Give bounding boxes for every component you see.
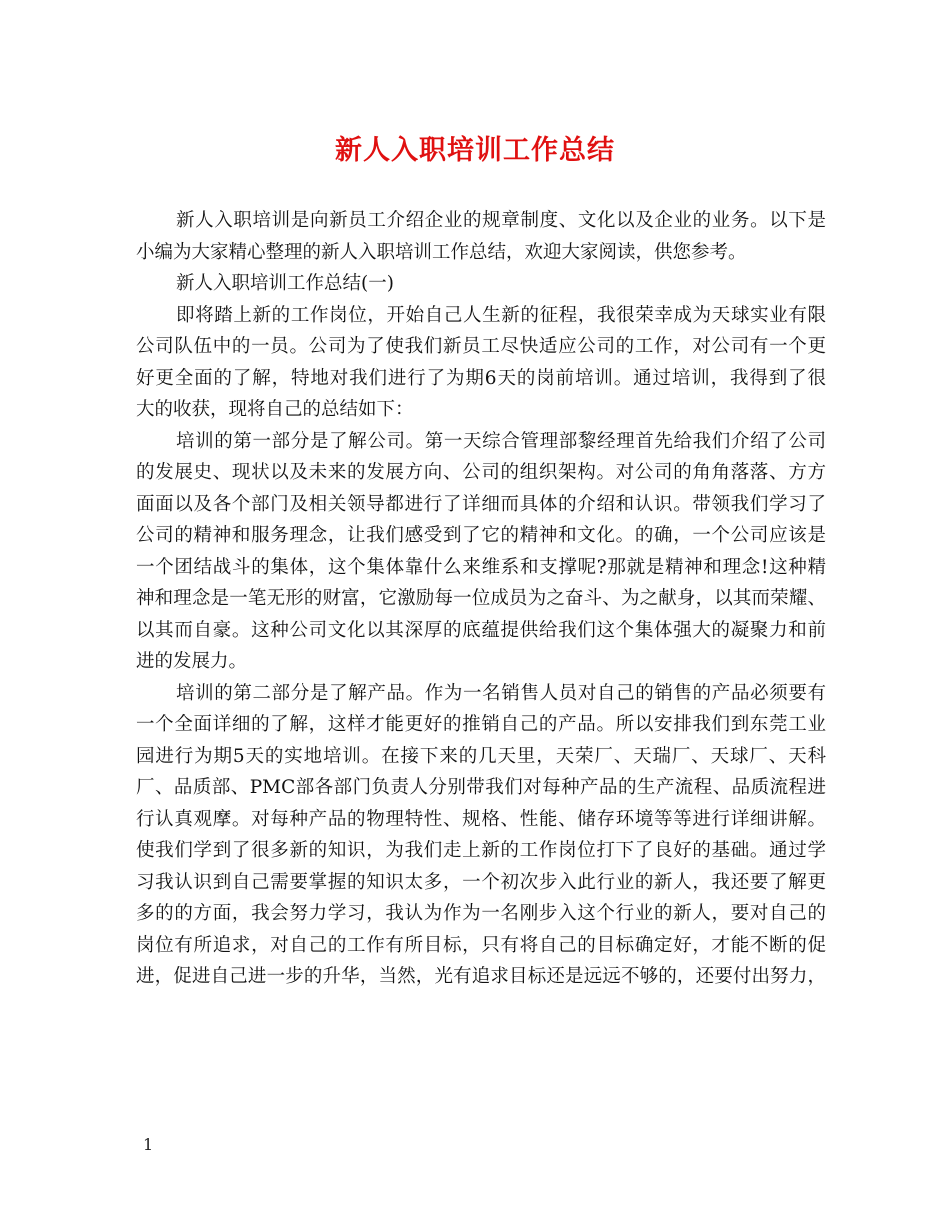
text-line: 面面以及各个部门及相关领导都进行了详细而具体的介绍和认识。带领我们学习了 xyxy=(136,493,826,515)
text-line: 一个团结战斗的集体，这个集体靠什么来维系和支撑呢?那就是精神和理念!这种精 xyxy=(136,556,826,578)
text-line: 公司的精神和服务理念，让我们感受到了它的精神和文化。的确，一个公司应该是 xyxy=(136,525,826,546)
text-line: 厂、品质部、PMC部各部门负责人分别带我们对每种产品的生产流程、品质流程进 xyxy=(136,777,826,798)
text-line: 神和理念是一笔无形的财富，它激励每一位成员为之奋斗、为之献身，以其而荣耀、 xyxy=(136,588,826,609)
text-line: 的发展史、现状以及未来的发展方向、公司的组织架构。对公司的角角落落、方方 xyxy=(136,462,826,483)
text-line: 使我们学到了很多新的知识，为我们走上新的工作岗位打下了良好的基础。通过学 xyxy=(136,840,826,861)
text-line: 习我认识到自己需要掌握的知识太多，一个初次步入此行业的新人，我还要了解更 xyxy=(136,871,826,893)
text-line: 一个全面详细的了解，这样才能更好的推销自己的产品。所以安排我们到东莞工业 xyxy=(136,714,826,735)
text-line: 即将踏上新的工作岗位，开始自己人生新的征程，我很荣幸成为天球实业有限 xyxy=(176,304,826,326)
text-line: 进的发展力。 xyxy=(136,651,248,672)
text-line: 新人入职培训工作总结(一) xyxy=(176,273,394,294)
document-title: 新人入职培训工作总结 xyxy=(335,135,615,166)
text-line: 多的的方面，我会努力学习，我认为作为一名刚步入这个行业的新人，要对自己的 xyxy=(136,903,826,924)
text-line: 大的收获，现将自己的总结如下： xyxy=(136,399,414,420)
text-line: 培训的第一部分是了解公司。第一天综合管理部黎经理首先给我们介绍了公司 xyxy=(176,430,826,452)
text-line: 岗位有所追求，对自己的工作有所目标，只有将自己的目标确定好，才能不断的促 xyxy=(136,934,826,956)
text-line: 好更全面的了解，特地对我们进行了为期6天的岗前培训。通过培训，我得到了很 xyxy=(136,367,826,389)
text-line: 行认真观摩。对每种产品的物理特性、规格、性能、储存环境等等进行详细讲解。 xyxy=(136,808,826,830)
text-line: 小编为大家精心整理的新人入职培训工作总结，欢迎大家阅读，供您参考。 xyxy=(136,241,747,263)
text-line: 园进行为期5天的实地培训。在接下来的几天里，天荣厂、天瑞厂、天球厂、天科 xyxy=(136,745,826,767)
text-line: 进，促进自己进一步的升华，当然，光有追求目标还是远远不够的，还要付出努力， xyxy=(136,966,826,987)
text-line: 新人入职培训是向新员工介绍企业的规章制度、文化以及企业的业务。以下是 xyxy=(176,210,826,231)
text-line: 以其而自豪。这种公司文化以其深厚的底蕴提供给我们这个集体强大的凝聚力和前 xyxy=(136,619,826,641)
text-line: 培训的第二部分是了解产品。作为一名销售人员对自己的销售的产品必须要有 xyxy=(176,682,826,704)
text-line: 公司队伍中的一员。公司为了使我们新员工尽快适应公司的工作，对公司有一个更 xyxy=(136,336,826,357)
document-body xyxy=(136,205,826,993)
page-number: 1 xyxy=(143,1135,154,1154)
